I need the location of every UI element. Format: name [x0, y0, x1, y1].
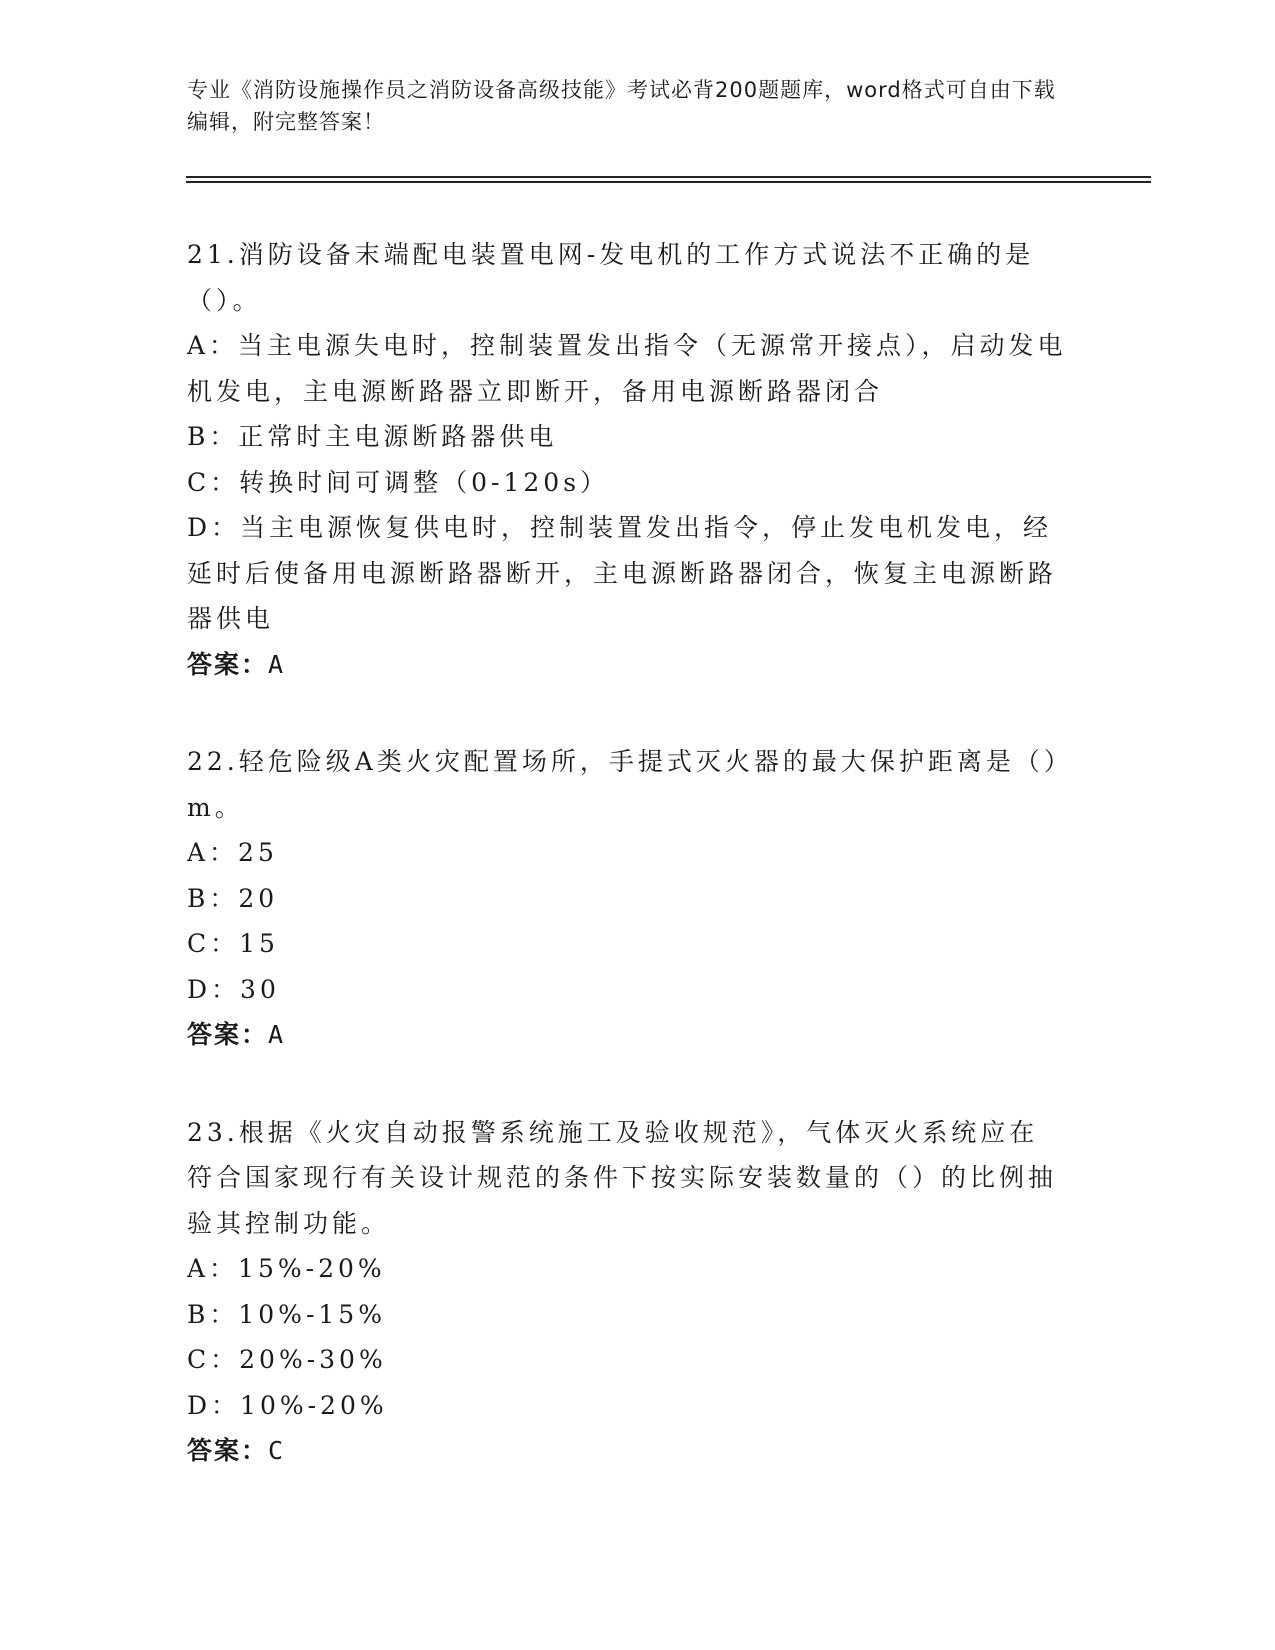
document-header: 专业《消防设施操作员之消防设备高级技能》考试必背200题题库，word格式可自由下载编辑，附完整答案！ — [187, 78, 1056, 134]
answer-line — [187, 1012, 1067, 1058]
question-23 — [187, 1110, 1067, 1474]
option-d: D：30 — [187, 974, 280, 1004]
option-b: B：20 — [187, 883, 279, 913]
answer-value: C — [268, 1436, 286, 1465]
option-c: C：15 — [187, 929, 279, 958]
option-b: B：10%-15% — [187, 1299, 386, 1329]
question-stem: 22.轻危险级A类火灾配置场所，手提式灭火器的最大保护距离是（）m。 — [187, 747, 1061, 822]
answer-line — [187, 642, 1067, 688]
answer-label: 答案： — [187, 1436, 269, 1465]
option-a: A：25 — [187, 838, 278, 867]
answer-label: 答案： — [187, 1020, 269, 1049]
option-c: C：转换时间可调整（0-120s） — [187, 467, 610, 497]
answer-value: A — [268, 649, 286, 679]
option-d: D：10%-20% — [187, 1390, 388, 1420]
option-c: C：20%-30% — [187, 1345, 387, 1374]
option-b: B：正常时主电源断路器供电 — [187, 422, 558, 451]
answer-value: A — [268, 1020, 286, 1049]
header-divider-top — [186, 176, 1151, 178]
question-21 — [187, 232, 1067, 687]
option-a: A：15%-20% — [187, 1254, 386, 1283]
question-stem: 21.消防设备末端配电装置电网-发电机的工作方式说法不正确的是（）。 — [187, 240, 1035, 315]
answer-label: 答案： — [187, 649, 269, 679]
question-22 — [187, 739, 1067, 1058]
question-stem: 23.根据《火灾自动报警系统施工及验收规范》，气体灭火系统应在符合国家现行有关设计规范的条件下按实际安装数量的（）的比例抽验其控制功能。 — [187, 1117, 1058, 1238]
answer-line — [187, 1428, 1067, 1474]
question-list — [187, 232, 1067, 1526]
option-d: D：当主电源恢复供电时，控制装置发出指令，停止发电机发电，经延时后使备用电源断路器断开，主电源断路器闭合，恢复主电源断路器供电 — [187, 513, 1058, 633]
header-divider-bottom — [186, 181, 1151, 183]
option-a: A：当主电源失电时，控制装置发出指令（无源常开接点），启动发电机发电，主电源断路器立即断开，备用电源断路器闭合 — [187, 331, 1067, 406]
